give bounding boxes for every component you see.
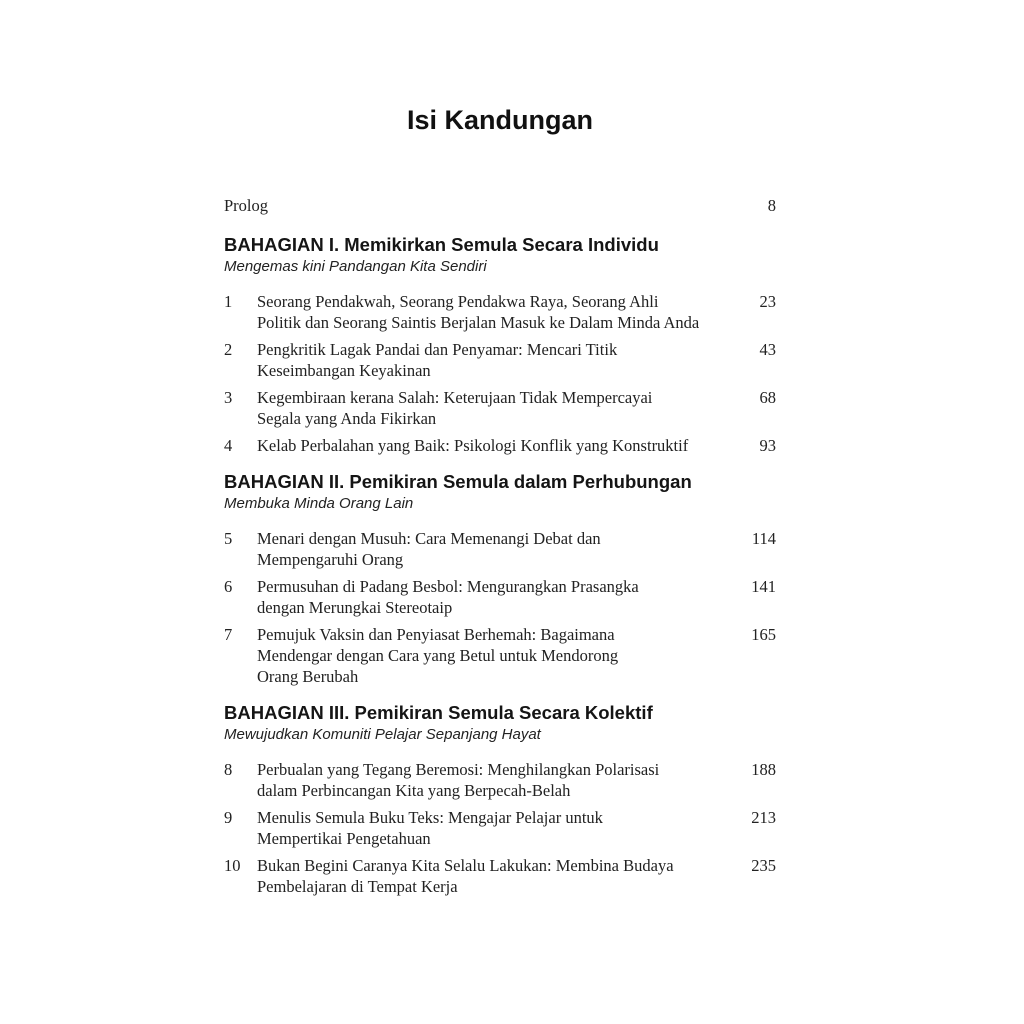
chapter-title xyxy=(257,528,728,570)
chapter-number: 2 xyxy=(224,340,233,359)
chapter-page-number: 68 xyxy=(759,388,776,407)
chapter-title-line: Perbualan yang Tegang Beremosi: Menghilangkan Polarisasi xyxy=(257,760,660,779)
chapter-page-number: 213 xyxy=(751,808,776,827)
chapter-number: 9 xyxy=(224,808,233,827)
chapter-title xyxy=(257,387,728,429)
chapter-title-line: Bukan Begini Caranya Kita Selalu Lakukan: Membina Budaya xyxy=(257,856,674,875)
chapter-page-number: 141 xyxy=(751,577,776,596)
chapter-number: 6 xyxy=(224,577,233,596)
part-title: BAHAGIAN III. Pemikiran Semula Secara Kolektif xyxy=(224,702,653,723)
part-title: BAHAGIAN I. Memikirkan Semula Secara Individu xyxy=(224,234,659,255)
chapter-number: 1 xyxy=(224,292,233,311)
table-of-contents xyxy=(224,193,776,903)
chapter-page-number: 188 xyxy=(751,760,776,779)
chapter-title-line: Kegembiraan kerana Salah: Keterujaan Tidak Mempercayai xyxy=(257,388,653,407)
part-subtitle: Membuka Minda Orang Lain xyxy=(224,495,414,512)
chapter-title xyxy=(257,339,728,381)
toc-entry-chapter-3 xyxy=(224,387,776,429)
part-subtitle: Mengemas kini Pandangan Kita Sendiri xyxy=(224,258,487,275)
chapter-title-line: Menari dengan Musuh: Cara Memenangi Debat dan xyxy=(257,529,601,548)
chapter-number: 7 xyxy=(224,625,233,644)
chapter-number: 8 xyxy=(224,760,233,779)
chapter-title-line: Pemujuk Vaksin dan Penyiasat Berhemah: Bagaimana xyxy=(257,625,615,644)
chapter-title-line: dalam Perbincangan Kita yang Berpecah-Belah xyxy=(257,781,571,800)
toc-entry-chapter-2 xyxy=(224,339,776,381)
chapter-page-number: 235 xyxy=(751,856,776,875)
toc-entry-chapter-4 xyxy=(224,435,776,456)
chapter-title xyxy=(257,576,728,618)
toc-part-1 xyxy=(224,233,776,456)
toc-entry-chapter-5 xyxy=(224,528,776,570)
chapter-title xyxy=(257,807,728,849)
chapter-page-number: 114 xyxy=(751,529,776,548)
chapter-title xyxy=(257,855,728,897)
chapter-title-line: dengan Merungkai Stereotaip xyxy=(257,598,453,617)
parts-list xyxy=(224,233,776,897)
chapter-title xyxy=(257,759,728,801)
toc-entry-chapter-6 xyxy=(224,576,776,618)
chapter-title-line: Pengkritik Lagak Pandai dan Penyamar: Mencari Titik xyxy=(257,340,618,359)
chapter-title-line: Segala yang Anda Fikirkan xyxy=(257,409,437,428)
chapter-title-line: Kelab Perbalahan yang Baik: Psikologi Konflik yang Konstruktif xyxy=(257,436,689,455)
chapter-page-number: 43 xyxy=(759,340,776,359)
chapter-number: 5 xyxy=(224,529,233,548)
toc-entry-chapter-8 xyxy=(224,759,776,801)
toc-entry-prolog xyxy=(224,193,776,219)
chapter-title-line: Mempengaruhi Orang xyxy=(257,550,404,569)
chapter-title xyxy=(257,291,728,333)
toc-entry-chapter-10 xyxy=(224,855,776,897)
chapter-title xyxy=(257,624,728,687)
toc-entry-chapter-9 xyxy=(224,807,776,849)
toc-entry-chapter-7 xyxy=(224,624,776,687)
prolog-label: Prolog xyxy=(224,196,269,215)
chapter-title-line: Permusuhan di Padang Besbol: Mengurangkan Prasangka xyxy=(257,577,639,596)
chapter-title-line: Keseimbangan Keyakinan xyxy=(257,361,431,380)
chapter-title-line: Pembelajaran di Tempat Kerja xyxy=(257,877,458,896)
chapter-title-line: Mempertikai Pengetahuan xyxy=(257,829,431,848)
toc-entry-chapter-1 xyxy=(224,291,776,333)
chapter-title-line: Politik dan Seorang Saintis Berjalan Masuk ke Dalam Minda Anda xyxy=(257,313,700,332)
part-title: BAHAGIAN II. Pemikiran Semula dalam Perhubungan xyxy=(224,471,692,492)
chapter-number: 3 xyxy=(224,388,233,407)
chapter-title-line: Menulis Semula Buku Teks: Mengajar Pelajar untuk xyxy=(257,808,603,827)
chapter-title-line: Mendengar dengan Cara yang Betul untuk Mendorong xyxy=(257,646,619,665)
chapter-title-line: Orang Berubah xyxy=(257,667,359,686)
chapter-page-number: 93 xyxy=(759,436,776,455)
chapter-page-number: 23 xyxy=(759,292,776,311)
page-title: Isi Kandungan xyxy=(406,105,593,135)
chapter-page-number: 165 xyxy=(751,625,776,644)
prolog-page-number: 8 xyxy=(767,196,776,215)
toc-part-3 xyxy=(224,701,776,897)
chapter-title xyxy=(257,435,728,456)
toc-part-2 xyxy=(224,470,776,687)
chapter-title-line: Seorang Pendakwah, Seorang Pendakwa Raya, Seorang Ahli xyxy=(257,292,659,311)
chapter-number: 10 xyxy=(224,856,241,875)
chapter-number: 4 xyxy=(224,436,233,455)
part-subtitle: Mewujudkan Komuniti Pelajar Sepanjang Hayat xyxy=(224,726,541,743)
